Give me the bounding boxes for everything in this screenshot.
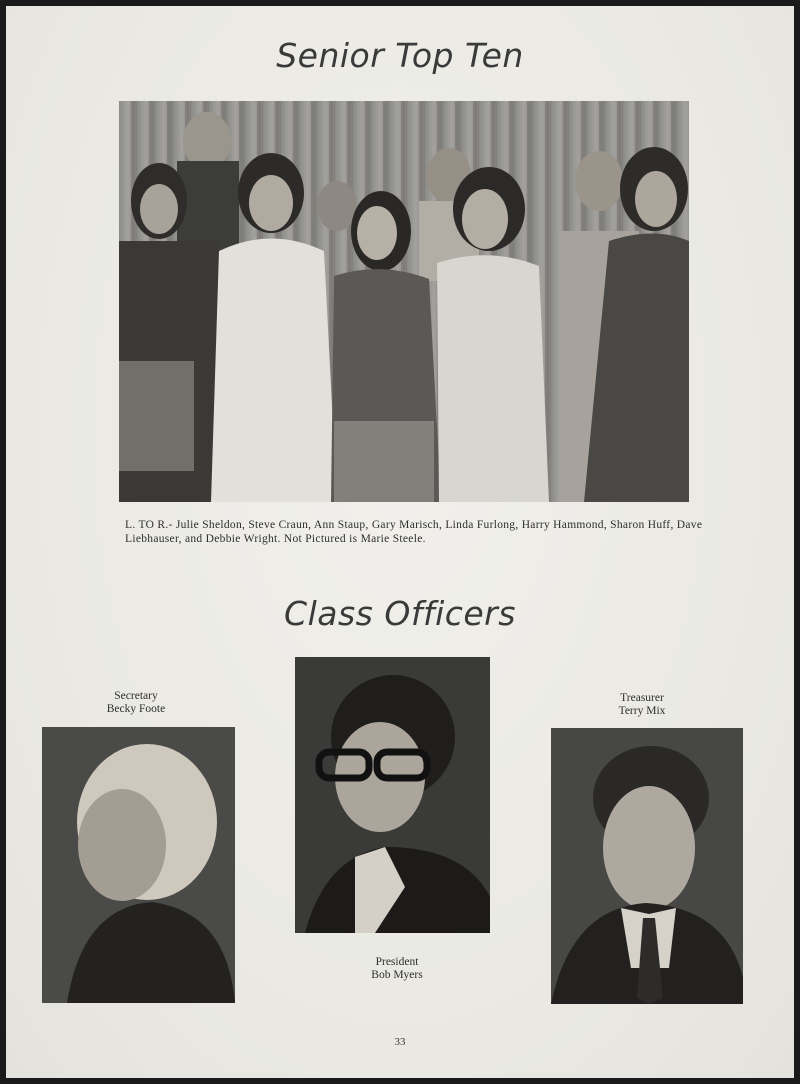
president-title: President bbox=[375, 956, 419, 968]
yearbook-page bbox=[6, 6, 794, 1078]
president-label bbox=[327, 956, 467, 982]
president-name: Bob Myers bbox=[371, 969, 423, 981]
treasurer-portrait-photo bbox=[551, 728, 743, 1004]
treasurer-name: Terry Mix bbox=[618, 705, 666, 717]
page-number: 33 bbox=[394, 1036, 406, 1048]
group-photo-caption: L. TO R.- Julie Sheldon, Steve Craun, Ann Staup, Gary Marisch, Linda Furlong, Harry Hammond, Sharon Huff, Dave Liebhauser, and Debbie Wright. Not Pictured is Marie Steele. bbox=[125, 519, 703, 545]
senior-top-ten-group-photo bbox=[119, 101, 689, 502]
treasurer-title: Treasurer bbox=[620, 692, 664, 704]
senior-top-ten-heading: Senior Top Ten bbox=[276, 36, 524, 75]
treasurer-label bbox=[572, 692, 712, 718]
secretary-title: Secretary bbox=[114, 690, 158, 702]
secretary-label bbox=[66, 690, 206, 716]
secretary-portrait-photo bbox=[42, 727, 235, 1003]
president-portrait-photo bbox=[295, 657, 490, 933]
secretary-name: Becky Foote bbox=[106, 703, 166, 715]
class-officers-heading: Class Officers bbox=[284, 594, 516, 633]
